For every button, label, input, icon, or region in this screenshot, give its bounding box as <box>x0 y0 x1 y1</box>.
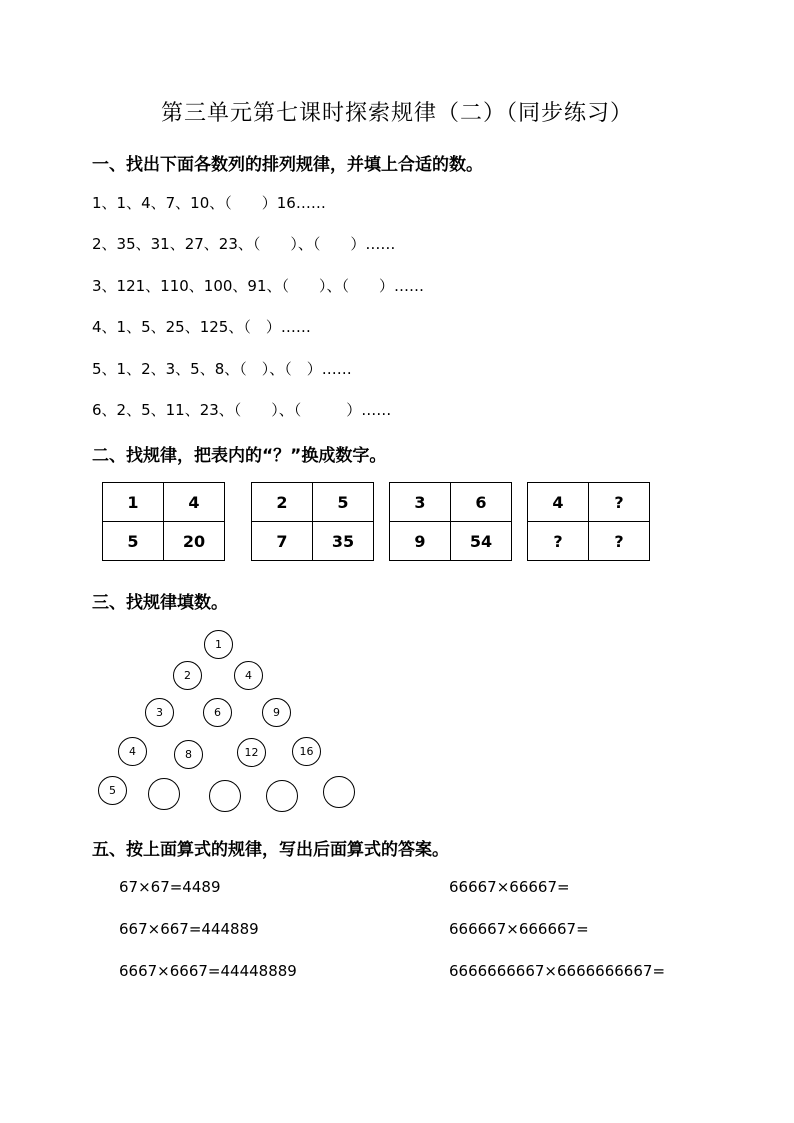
table-cell: 1 <box>103 483 164 522</box>
table-cell: ? <box>589 483 650 522</box>
number-circle: 9 <box>262 698 291 727</box>
table-cell: ? <box>528 522 589 561</box>
sequence-item-5: 5、1、2、3、5、8、（ ）、（ ）…… <box>92 360 352 378</box>
equation-left-1: 67×67=4489 <box>119 878 221 896</box>
table-cell: ? <box>589 522 650 561</box>
equation-right-2: 666667×666667= <box>449 920 589 938</box>
blank-circle[interactable] <box>266 780 298 812</box>
pattern-table-3 <box>389 482 512 561</box>
number-circle: 16 <box>292 737 321 766</box>
section-1-heading: 一、找出下面各数列的排列规律，并填上合适的数。 <box>92 155 483 175</box>
section-3-heading: 三、找规律填数。 <box>92 593 228 613</box>
number-circle: 4 <box>118 737 147 766</box>
equation-left-2: 667×667=444889 <box>119 920 259 938</box>
number-circle: 12 <box>237 738 266 767</box>
table-cell: 9 <box>390 522 451 561</box>
number-circle: 5 <box>98 776 127 805</box>
table-cell: 3 <box>390 483 451 522</box>
sequence-item-1: 1、1、4、7、10、（ ）16…… <box>92 194 326 212</box>
pattern-table-1 <box>102 482 225 561</box>
section-2-heading: 二、找规律，把表内的“？”换成数字。 <box>92 446 387 466</box>
sequence-item-2: 2、35、31、27、23、（ ）、（ ）…… <box>92 235 396 253</box>
table-cell: 54 <box>451 522 512 561</box>
table-cell: 20 <box>164 522 225 561</box>
table-cell: 35 <box>313 522 374 561</box>
number-circle: 8 <box>174 740 203 769</box>
page-title: 第三单元第七课时探索规律（二）（同步练习） <box>160 101 633 126</box>
blank-circle[interactable] <box>323 776 355 808</box>
number-circle: 2 <box>173 661 202 690</box>
number-circle: 6 <box>203 698 232 727</box>
number-circle: 1 <box>204 630 233 659</box>
table-cell: 2 <box>252 483 313 522</box>
equation-right-3: 6666666667×6666666667= <box>449 962 666 980</box>
blank-circle[interactable] <box>148 778 180 810</box>
blank-circle[interactable] <box>209 780 241 812</box>
pattern-table-4 <box>527 482 650 561</box>
number-circle: 4 <box>234 661 263 690</box>
number-circle: 3 <box>145 698 174 727</box>
table-cell: 6 <box>451 483 512 522</box>
sequence-item-3: 3、121、110、100、91、（ ）、（ ）…… <box>92 277 425 295</box>
table-cell: 5 <box>313 483 374 522</box>
table-cell: 7 <box>252 522 313 561</box>
section-5-heading: 五、按上面算式的规律，写出后面算式的答案。 <box>92 840 449 860</box>
sequence-item-4: 4、1、5、25、125、（ ）…… <box>92 318 311 336</box>
table-cell: 4 <box>528 483 589 522</box>
table-cell: 5 <box>103 522 164 561</box>
equation-left-3: 6667×6667=44448889 <box>119 962 297 980</box>
table-cell: 4 <box>164 483 225 522</box>
equation-right-1: 66667×66667= <box>449 878 570 896</box>
sequence-item-6: 6、2、5、11、23、（ ）、（ ）…… <box>92 401 392 419</box>
pattern-table-2 <box>251 482 374 561</box>
